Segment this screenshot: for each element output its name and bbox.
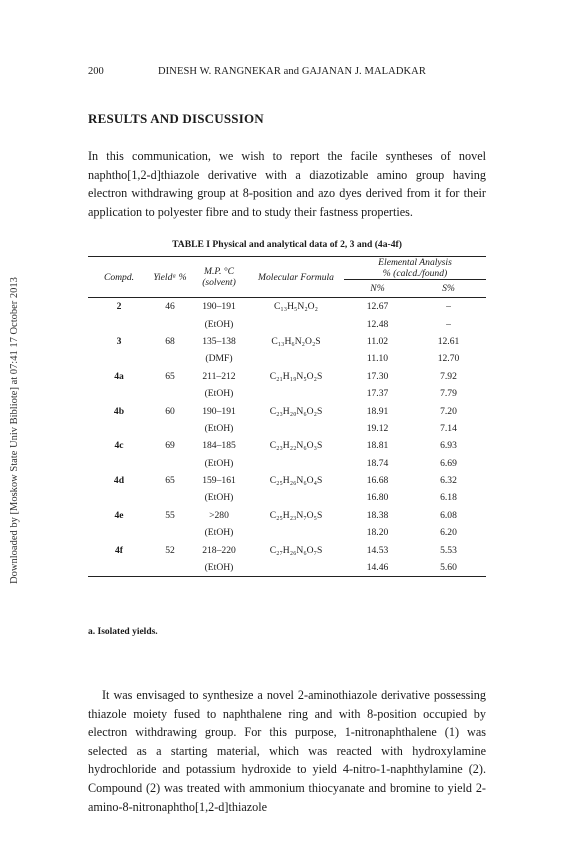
- table-caption: TABLE I Physical and analytical data of 2, 3 and (4a-4f): [172, 239, 402, 250]
- cell-n-calc: 18.38: [366, 509, 389, 521]
- data-table: [88, 256, 486, 577]
- cell-formula: C₁₃H₅N₂O₂: [248, 298, 344, 316]
- header-n: N%: [344, 280, 411, 298]
- cell-mp: 211–212: [202, 370, 236, 382]
- download-watermark: [3, 150, 25, 710]
- cell-n-found: 17.37: [366, 388, 389, 400]
- cell-s-calc: –: [411, 298, 486, 316]
- cell-empty: [150, 455, 190, 472]
- cell-s-found: 12.70: [437, 353, 460, 365]
- cell-empty: [88, 420, 150, 437]
- cell-n-calc: 12.67: [344, 298, 411, 316]
- cell-empty: [150, 385, 190, 402]
- cell-solvent: (EtOH): [204, 527, 234, 539]
- cell-s-found: –: [446, 318, 451, 330]
- table-body: [88, 298, 486, 577]
- cell-s-calc: 7.20: [440, 405, 457, 417]
- cell-empty: [248, 420, 344, 437]
- cell-formula: C₂₃H₂₀N₆O₂S: [269, 405, 323, 417]
- cell-mp: 184–185: [202, 440, 236, 452]
- cell-n-found: 11.10: [366, 353, 389, 365]
- intro-paragraph: In this communication, we wish to report the facile syntheses of novel naphtho[1,2-d]thiazole derivative with a diazotizable amino group having electron withdrawing group at 8-position and azo dyes derived from it for their application to polyester fibre and to study their fastness properties.: [88, 149, 486, 219]
- table-row-secondary: [88, 315, 486, 332]
- cell-empty: [88, 385, 150, 402]
- cell-n-found: 19.12: [366, 422, 389, 434]
- cell-n-found: 18.74: [366, 457, 389, 469]
- cell-compd: 2: [88, 298, 150, 316]
- cell-empty: [150, 350, 190, 367]
- cell-s-found: 5.60: [411, 559, 486, 577]
- cell-compd: 3: [116, 335, 122, 347]
- cell-n-found: 18.20: [366, 527, 389, 539]
- cell-n-found: 12.48: [366, 318, 389, 330]
- cell-compd: 4c: [114, 440, 124, 452]
- running-head-authors: DINESH W. RANGNEKAR and GAJANAN J. MALADKAR: [158, 66, 426, 77]
- header-elemental: [344, 257, 486, 280]
- discussion-paragraph: It was envisaged to synthesize a novel 2-aminothiazole derivative possessing thiazole moiety fused to naphthalene ring and with 8-position occupied by electron withdrawing group. For this purpose, 1-nitronaphthalene (1) was selected as a starting material, which was reacted with hydroxylamine hydrochloride and potassium hydroxide to yield 4-nitro-1-naphthylamine (2). Compound (2) was treated with ammonium thiocyanate and bromine to yield 2-amino-8-nitronaphtho[1,2-d]thiazole: [88, 688, 486, 814]
- cell-s-found: 6.18: [440, 492, 457, 504]
- cell-yield: 52: [165, 544, 175, 556]
- table-row-secondary: [88, 524, 486, 541]
- cell-compd: 4f: [115, 544, 123, 556]
- cell-n-calc: 14.53: [366, 544, 389, 556]
- cell-n-calc: 16.68: [366, 475, 389, 487]
- cell-empty: [150, 489, 190, 506]
- section-title: RESULTS AND DISCUSSION: [88, 111, 264, 126]
- cell-n-found: 14.46: [344, 559, 411, 577]
- cell-compd: 4b: [113, 405, 125, 417]
- cell-n-found: 16.80: [366, 492, 389, 504]
- table-row: [88, 402, 486, 419]
- table-row-secondary: [88, 455, 486, 472]
- cell-s-calc: 6.08: [440, 509, 457, 521]
- cell-s-calc: 5.53: [440, 544, 457, 556]
- cell-mp: 159–161: [202, 475, 236, 487]
- cell-mp: >280: [209, 509, 229, 521]
- table-row: [88, 541, 486, 558]
- cell-formula: C₁₃H₆N₂O₂S: [271, 335, 321, 347]
- table-row-secondary: [88, 385, 486, 402]
- cell-formula: C₂₅H₂₃N₇O₅S: [269, 509, 323, 521]
- cell-solvent: (EtOH): [204, 457, 234, 469]
- cell-n-calc: 17.30: [366, 370, 389, 382]
- table-row-secondary: [88, 350, 486, 367]
- header-mp: [190, 257, 248, 298]
- cell-empty: [150, 524, 190, 541]
- cell-s-calc: 7.92: [440, 370, 457, 382]
- table-row-secondary: [88, 420, 486, 437]
- cell-formula: C₂₇H₂₆N₆O₇S: [269, 544, 323, 556]
- cell-n-calc: 11.02: [366, 335, 389, 347]
- table-row: [88, 368, 486, 385]
- cell-solvent: (DMF): [205, 353, 233, 365]
- cell-n-calc: 18.91: [366, 405, 389, 417]
- cell-s-found: 6.69: [440, 457, 457, 469]
- table-row-secondary: [88, 489, 486, 506]
- cell-empty: [248, 350, 344, 367]
- cell-empty: [150, 420, 190, 437]
- header-yield: Yieldᵃ %: [150, 257, 190, 298]
- table-row: [88, 437, 486, 454]
- cell-s-found: 7.14: [440, 422, 457, 434]
- cell-mp: 190–191: [202, 405, 236, 417]
- cell-compd: 4d: [113, 475, 125, 487]
- header-mp-line1: M.P. °C: [203, 266, 235, 277]
- cell-formula: C₂₃H₂₂N₆O₃S: [269, 440, 323, 452]
- cell-yield: 65: [165, 475, 175, 487]
- cell-empty: [150, 315, 190, 332]
- cell-empty: [248, 559, 344, 577]
- cell-s-found: 7.79: [440, 388, 457, 400]
- cell-empty: [248, 315, 344, 332]
- cell-mp: 190–191: [190, 298, 248, 316]
- cell-yield: 60: [165, 405, 175, 417]
- cell-empty: [150, 559, 190, 577]
- cell-yield: 46: [150, 298, 190, 316]
- cell-yield: 69: [165, 440, 175, 452]
- download-watermark-text: Downloaded by [Moskow State Univ Bibliote] at 07:41 17 October 2013: [8, 276, 20, 584]
- cell-empty: [88, 315, 150, 332]
- header-mp-line2: (solvent): [202, 277, 236, 288]
- cell-empty: [248, 455, 344, 472]
- cell-empty: [248, 524, 344, 541]
- cell-empty: [88, 350, 150, 367]
- cell-s-calc: 12.61: [437, 335, 460, 347]
- cell-empty: [248, 489, 344, 506]
- cell-mp: 218–220: [202, 544, 236, 556]
- cell-empty: [88, 489, 150, 506]
- header-compd: Compd.: [88, 257, 150, 298]
- cell-s-found: 6.20: [440, 527, 457, 539]
- cell-solvent: (EtOH): [204, 318, 234, 330]
- cell-yield: 68: [165, 335, 175, 347]
- cell-yield: 55: [165, 509, 175, 521]
- cell-formula: C₂₅H₂₆N₆O₄S: [269, 475, 323, 487]
- header-formula: Molecular Formula: [248, 257, 344, 298]
- table-footnote: a. Isolated yields.: [88, 627, 158, 637]
- table-row: [88, 507, 486, 524]
- table-row: [88, 298, 486, 316]
- cell-formula: C₂₁H₁₉N₅O₂S: [269, 370, 323, 382]
- cell-solvent: (EtOH): [190, 559, 248, 577]
- cell-yield: 65: [165, 370, 175, 382]
- cell-compd: 4a: [114, 370, 124, 382]
- cell-compd: 4e: [114, 509, 124, 521]
- header-s: S%: [411, 280, 486, 298]
- table-row: [88, 333, 486, 350]
- header-elemental-line2: % (calcd./found): [382, 268, 448, 279]
- cell-solvent: (EtOH): [204, 388, 234, 400]
- cell-s-calc: 6.93: [440, 440, 457, 452]
- cell-solvent: (EtOH): [204, 422, 234, 434]
- header-elemental-line1: Elemental Analysis: [378, 257, 452, 268]
- cell-s-calc: 6.32: [440, 475, 457, 487]
- page-number: 200: [88, 66, 104, 77]
- cell-empty: [88, 455, 150, 472]
- cell-n-calc: 18.81: [366, 440, 389, 452]
- cell-solvent: (EtOH): [204, 492, 234, 504]
- cell-mp: 135–138: [202, 335, 236, 347]
- table-row: [88, 472, 486, 489]
- cell-empty: [248, 385, 344, 402]
- cell-empty: [88, 524, 150, 541]
- cell-empty: [88, 559, 150, 577]
- table-row-secondary: [88, 559, 486, 577]
